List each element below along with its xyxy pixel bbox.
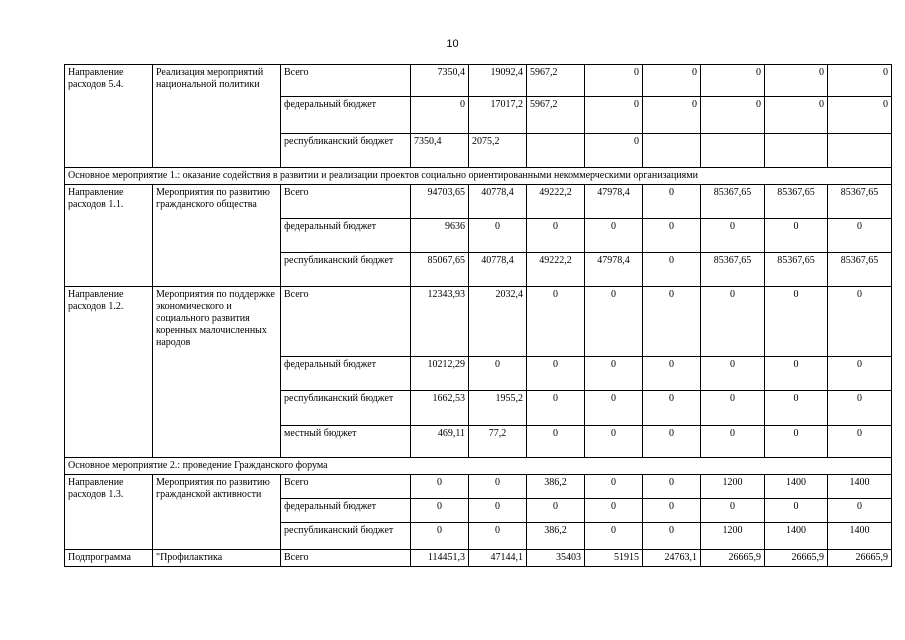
- amount-cell: 0: [643, 357, 701, 391]
- event-cell: Мероприятия по развитию гражданского общества: [153, 185, 281, 287]
- amount-cell: 469,11: [411, 426, 469, 458]
- amount-cell: 2075,2: [469, 134, 527, 168]
- table-row: [65, 185, 892, 219]
- amount-cell: 0: [585, 357, 643, 391]
- amount-cell: 0: [828, 426, 892, 458]
- amount-cell: 85367,65: [765, 185, 828, 219]
- amount-cell: 1400: [765, 523, 828, 550]
- amount-cell: 85367,65: [828, 185, 892, 219]
- amount-cell: [643, 134, 701, 168]
- amount-cell: 0: [765, 499, 828, 523]
- amount-cell: 17017,2: [469, 97, 527, 134]
- direction-cell: Подпрограмма: [65, 550, 153, 567]
- amount-cell: 26665,9: [828, 550, 892, 567]
- amount-cell: 0: [411, 97, 469, 134]
- direction-cell: Направление расходов 1.2.: [65, 287, 153, 458]
- section-row: [65, 458, 892, 475]
- amount-cell: 0: [828, 391, 892, 426]
- amount-cell: 0: [701, 287, 765, 357]
- amount-cell: 5967,2: [527, 65, 585, 97]
- amount-cell: 51915: [585, 550, 643, 567]
- amount-cell: 0: [701, 357, 765, 391]
- funding-source-cell: республиканский бюджет: [281, 523, 411, 550]
- amount-cell: 94703,65: [411, 185, 469, 219]
- amount-cell: 49222,2: [527, 185, 585, 219]
- funding-source-cell: республиканский бюджет: [281, 391, 411, 426]
- amount-cell: 0: [643, 475, 701, 499]
- amount-cell: 0: [585, 219, 643, 253]
- amount-cell: 85067,65: [411, 253, 469, 287]
- amount-cell: 0: [643, 253, 701, 287]
- funding-source-cell: местный бюджет: [281, 426, 411, 458]
- section-title: Основное мероприятие 2.: проведение Гражданского форума: [65, 458, 892, 475]
- direction-cell: Направление расходов 5.4.: [65, 65, 153, 168]
- amount-cell: 0: [469, 475, 527, 499]
- direction-cell: Направление расходов 1.3.: [65, 475, 153, 550]
- amount-cell: 40778,4: [469, 185, 527, 219]
- amount-cell: 0: [585, 391, 643, 426]
- amount-cell: 0: [828, 499, 892, 523]
- amount-cell: 85367,65: [828, 253, 892, 287]
- funding-source-cell: федеральный бюджет: [281, 357, 411, 391]
- amount-cell: 0: [643, 523, 701, 550]
- amount-cell: 0: [411, 475, 469, 499]
- amount-cell: 5967,2: [527, 97, 585, 134]
- amount-cell: [765, 134, 828, 168]
- amount-cell: 0: [701, 65, 765, 97]
- amount-cell: 2032,4: [469, 287, 527, 357]
- amount-cell: 77,2: [469, 426, 527, 458]
- amount-cell: 1200: [701, 475, 765, 499]
- amount-cell: 0: [527, 357, 585, 391]
- amount-cell: 0: [765, 219, 828, 253]
- amount-cell: [701, 134, 765, 168]
- amount-cell: 0: [701, 391, 765, 426]
- amount-cell: 24763,1: [643, 550, 701, 567]
- page-number: 10: [446, 38, 459, 50]
- amount-cell: 0: [828, 97, 892, 134]
- table-row: [65, 65, 892, 97]
- amount-cell: 0: [701, 97, 765, 134]
- amount-cell: 10212,29: [411, 357, 469, 391]
- funding-source-cell: республиканский бюджет: [281, 253, 411, 287]
- amount-cell: 386,2: [527, 523, 585, 550]
- amount-cell: 0: [527, 426, 585, 458]
- amount-cell: 0: [765, 287, 828, 357]
- amount-cell: 0: [585, 287, 643, 357]
- amount-cell: 1200: [701, 523, 765, 550]
- amount-cell: 0: [643, 65, 701, 97]
- amount-cell: 9636: [411, 219, 469, 253]
- amount-cell: 12343,93: [411, 287, 469, 357]
- event-cell: Реализация мероприятий национальной политики: [153, 65, 281, 168]
- amount-cell: 49222,2: [527, 253, 585, 287]
- amount-cell: 1400: [828, 523, 892, 550]
- amount-cell: 0: [765, 97, 828, 134]
- funding-source-cell: Всего: [281, 65, 411, 97]
- amount-cell: 0: [643, 97, 701, 134]
- amount-cell: [527, 134, 585, 168]
- amount-cell: 0: [643, 219, 701, 253]
- amount-cell: 26665,9: [765, 550, 828, 567]
- amount-cell: 0: [643, 499, 701, 523]
- amount-cell: 0: [701, 499, 765, 523]
- amount-cell: 0: [469, 499, 527, 523]
- amount-cell: 0: [527, 287, 585, 357]
- table-row: [65, 550, 892, 567]
- funding-source-cell: Всего: [281, 550, 411, 567]
- section-row: [65, 168, 892, 185]
- amount-cell: 0: [765, 65, 828, 97]
- amount-cell: 0: [527, 219, 585, 253]
- amount-cell: 19092,4: [469, 65, 527, 97]
- amount-cell: 0: [527, 391, 585, 426]
- amount-cell: 0: [411, 523, 469, 550]
- table-row: [65, 287, 892, 357]
- amount-cell: 35403: [527, 550, 585, 567]
- amount-cell: 1400: [765, 475, 828, 499]
- amount-cell: 0: [469, 219, 527, 253]
- amount-cell: 0: [828, 65, 892, 97]
- event-cell: Мероприятия по развитию гражданской активности: [153, 475, 281, 550]
- amount-cell: 7350,4: [411, 134, 469, 168]
- amount-cell: 0: [585, 499, 643, 523]
- funding-source-cell: Всего: [281, 475, 411, 499]
- amount-cell: 40778,4: [469, 253, 527, 287]
- amount-cell: 0: [643, 426, 701, 458]
- amount-cell: 0: [527, 499, 585, 523]
- amount-cell: 0: [765, 426, 828, 458]
- amount-cell: 0: [585, 65, 643, 97]
- amount-cell: 0: [469, 523, 527, 550]
- section-title: Основное мероприятие 1.: оказание содействия в развитии и реализации проектов социально ориентированными некоммерческими организациями: [65, 168, 892, 185]
- amount-cell: 1662,53: [411, 391, 469, 426]
- amount-cell: 0: [585, 97, 643, 134]
- amount-cell: 1400: [828, 475, 892, 499]
- amount-cell: 0: [765, 391, 828, 426]
- funding-source-cell: федеральный бюджет: [281, 219, 411, 253]
- funding-source-cell: республиканский бюджет: [281, 134, 411, 168]
- direction-cell: Направление расходов 1.1.: [65, 185, 153, 287]
- amount-cell: 7350,4: [411, 65, 469, 97]
- amount-cell: 47144,1: [469, 550, 527, 567]
- funding-source-cell: федеральный бюджет: [281, 499, 411, 523]
- amount-cell: 0: [643, 391, 701, 426]
- amount-cell: 0: [585, 523, 643, 550]
- amount-cell: 0: [585, 426, 643, 458]
- event-cell: Мероприятия по поддержке экономического и социального развития коренных малочисленных народов: [153, 287, 281, 458]
- amount-cell: 26665,9: [701, 550, 765, 567]
- amount-cell: 0: [469, 357, 527, 391]
- amount-cell: 0: [828, 219, 892, 253]
- funding-source-cell: Всего: [281, 287, 411, 357]
- amount-cell: 1955,2: [469, 391, 527, 426]
- funding-source-cell: федеральный бюджет: [281, 97, 411, 134]
- amount-cell: 47978,4: [585, 253, 643, 287]
- amount-cell: 386,2: [527, 475, 585, 499]
- amount-cell: 114451,3: [411, 550, 469, 567]
- amount-cell: [828, 134, 892, 168]
- amount-cell: 0: [828, 357, 892, 391]
- event-cell: "Профилактика: [153, 550, 281, 567]
- amount-cell: 85367,65: [701, 185, 765, 219]
- amount-cell: 0: [411, 499, 469, 523]
- amount-cell: 47978,4: [585, 185, 643, 219]
- budget-table: [64, 64, 892, 567]
- amount-cell: 0: [701, 426, 765, 458]
- table-row: [65, 475, 892, 499]
- amount-cell: 0: [585, 134, 643, 168]
- amount-cell: 0: [701, 219, 765, 253]
- amount-cell: 0: [585, 475, 643, 499]
- amount-cell: 85367,65: [701, 253, 765, 287]
- amount-cell: 0: [643, 287, 701, 357]
- funding-source-cell: Всего: [281, 185, 411, 219]
- amount-cell: 0: [643, 185, 701, 219]
- amount-cell: 85367,65: [765, 253, 828, 287]
- amount-cell: 0: [765, 357, 828, 391]
- amount-cell: 0: [828, 287, 892, 357]
